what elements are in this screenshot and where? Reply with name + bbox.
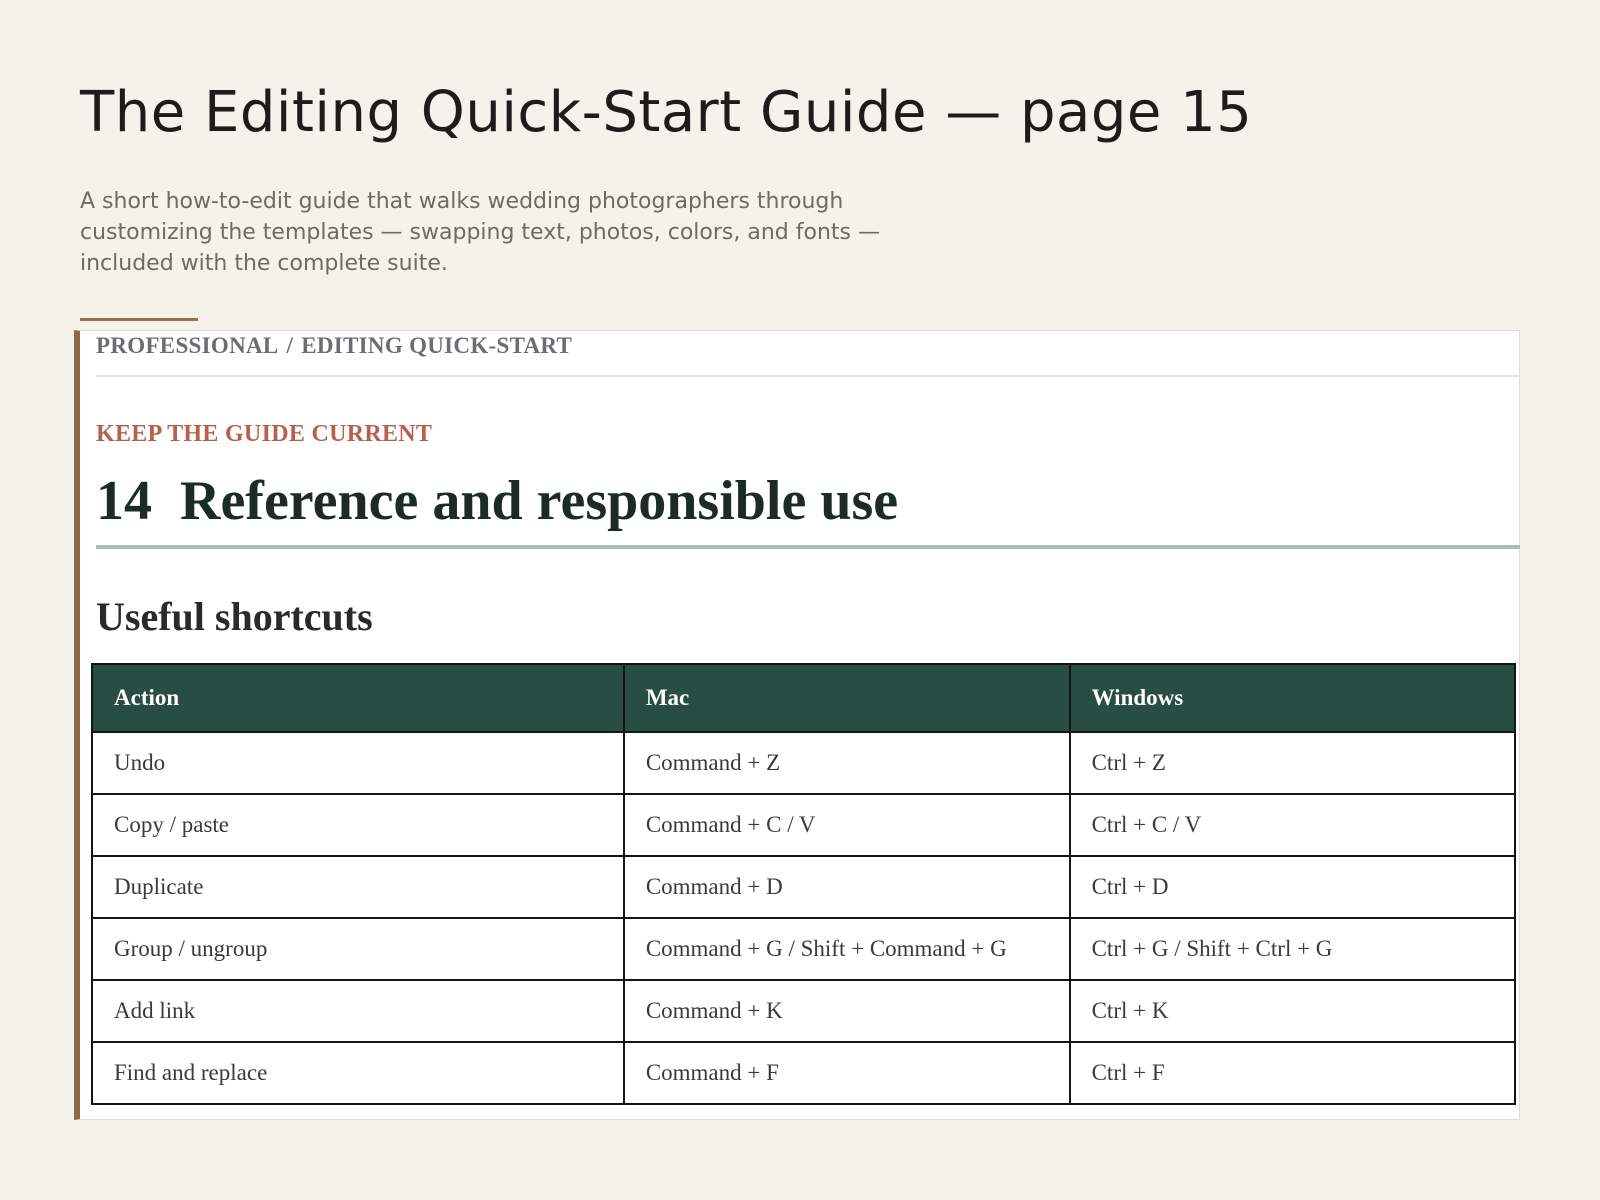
- section-eyebrow: KEEP THE GUIDE CURRENT: [96, 421, 433, 447]
- table-row: [92, 1042, 1515, 1104]
- mac-shortcut-cell: Command + F: [624, 1042, 1070, 1104]
- section-number: 14: [96, 470, 152, 532]
- column-header-action: Action: [92, 664, 624, 732]
- page-title: The Editing Quick-Start Guide — page 15: [80, 80, 1253, 145]
- section-heading: [96, 469, 1520, 549]
- mac-shortcut-cell: Command + C / V: [624, 794, 1070, 856]
- action-cell: Group / ungroup: [92, 918, 624, 980]
- windows-shortcut-cell: Ctrl + K: [1070, 980, 1515, 1042]
- document-preview: [74, 330, 1520, 1120]
- column-header-mac: Mac: [624, 664, 1070, 732]
- action-cell: Add link: [92, 980, 624, 1042]
- mac-shortcut-cell: Command + D: [624, 856, 1070, 918]
- windows-shortcut-cell: Ctrl + C / V: [1070, 794, 1515, 856]
- action-cell: Find and replace: [92, 1042, 624, 1104]
- table-row: [92, 732, 1515, 794]
- windows-shortcut-cell: Ctrl + F: [1070, 1042, 1515, 1104]
- section-title: Reference and responsible use: [180, 470, 899, 532]
- table-row: [92, 794, 1515, 856]
- page-description: A short how-to-edit guide that walks wedding photographers through customizing the templates — swapping text, photos, colors, and fonts — included with the complete suite.: [80, 189, 880, 276]
- breadcrumb: [96, 333, 1518, 377]
- breadcrumb-separator: /: [286, 333, 294, 358]
- action-cell: Undo: [92, 732, 624, 794]
- table-row: [92, 918, 1515, 980]
- table-row: [92, 980, 1515, 1042]
- windows-shortcut-cell: Ctrl + G / Shift + Ctrl + G: [1070, 918, 1515, 980]
- windows-shortcut-cell: Ctrl + D: [1070, 856, 1515, 918]
- subsection-title: Useful shortcuts: [96, 594, 373, 639]
- table-header-row: [92, 664, 1515, 732]
- mac-shortcut-cell: Command + K: [624, 980, 1070, 1042]
- table-row: [92, 856, 1515, 918]
- windows-shortcut-cell: Ctrl + Z: [1070, 732, 1515, 794]
- action-cell: Copy / paste: [92, 794, 624, 856]
- column-header-windows: Windows: [1070, 664, 1515, 732]
- breadcrumb-item-editing-quick-start: EDITING QUICK-START: [301, 333, 573, 358]
- action-cell: Duplicate: [92, 856, 624, 918]
- mac-shortcut-cell: Command + G / Shift + Command + G: [624, 918, 1070, 980]
- breadcrumb-item-professional: PROFESSIONAL: [96, 333, 279, 358]
- mac-shortcut-cell: Command + Z: [624, 732, 1070, 794]
- shortcuts-table: [91, 663, 1516, 1105]
- accent-rule: [80, 318, 198, 321]
